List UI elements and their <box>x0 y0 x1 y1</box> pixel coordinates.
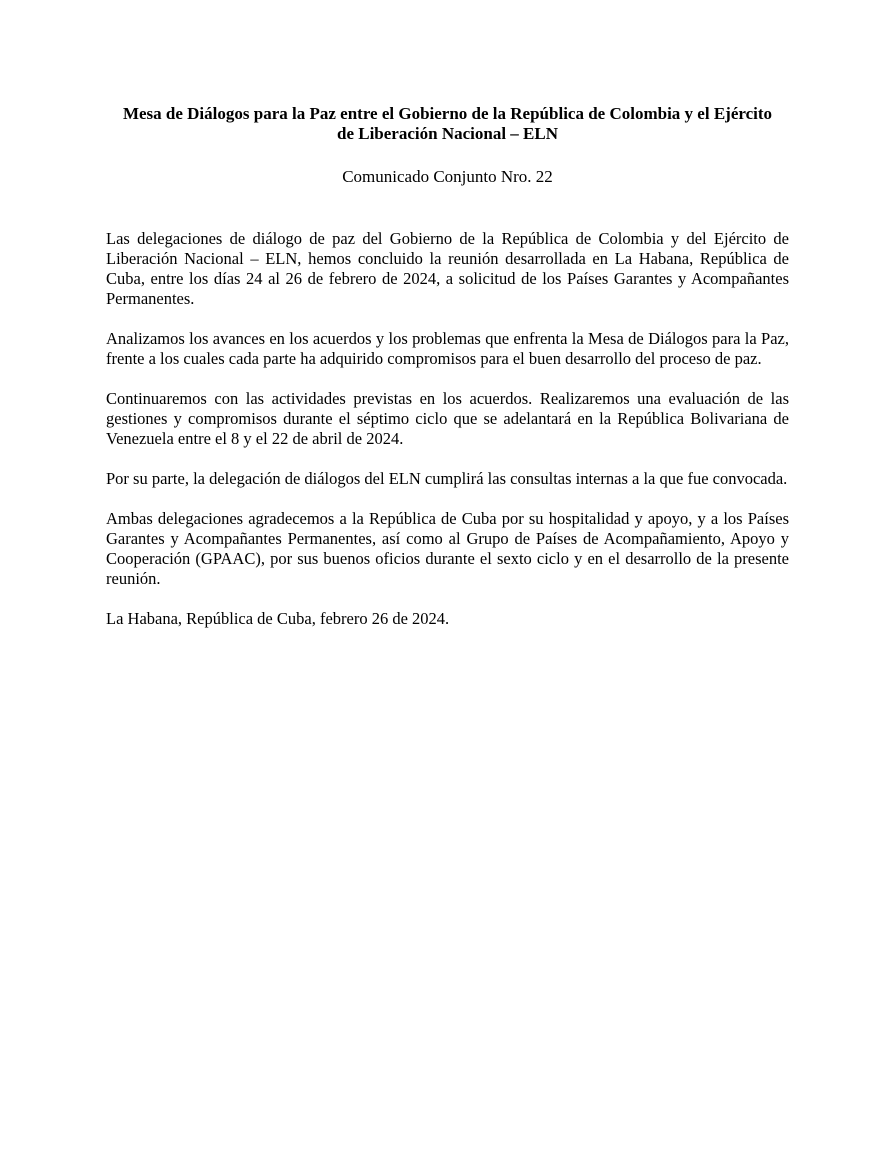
paragraph-2: Analizamos los avances en los acuerdos y los problemas que enfrenta la Mesa de Diálogos para la Paz, frente a los cuales cada parte ha adquirido compromisos para el buen desarrollo del proceso de paz. <box>106 329 789 368</box>
paragraph-1: Las delegaciones de diálogo de paz del Gobierno de la República de Colombia y del Ejército de Liberación Nacional – ELN, hemos concluido la reunión desarrollada en La Habana, República de Cuba, entre los días 24 al 26 de febrero de 2024, a solicitud de los Países Garantes y Acompañantes Permanentes. <box>106 229 789 308</box>
document-title-line-1: Mesa de Diálogos para la Paz entre el Gobierno de la República de Colombia y el Ejército <box>122 104 773 123</box>
paragraph-5: Ambas delegaciones agradecemos a la República de Cuba por su hospitalidad y apoyo, y a los Países Garantes y Acompañantes Permanentes, así como al Grupo de Países de Acompañamiento, Apoyo y Cooperación (GPAAC), por sus buenos oficios durante el sexto ciclo y en el desarrollo de la presente reunión. <box>106 509 789 588</box>
document-title <box>106 104 789 144</box>
document-title-line-2: de Liberación Nacional – ELN <box>336 124 558 143</box>
document-subtitle: Comunicado Conjunto Nro. 22 <box>342 167 553 186</box>
paragraph-3: Continuaremos con las actividades previstas en los acuerdos. Realizaremos una evaluación de las gestiones y compromisos durante el séptimo ciclo que se adelantará en la República Bolivariana de Venezuela entre el 8 y el 22 de abril de 2024. <box>106 389 789 448</box>
closing-dateline: La Habana, República de Cuba, febrero 26 de 2024. <box>106 609 450 628</box>
paragraph-4: Por su parte, la delegación de diálogos del ELN cumplirá las consultas internas a la que fue convocada. <box>106 469 788 488</box>
